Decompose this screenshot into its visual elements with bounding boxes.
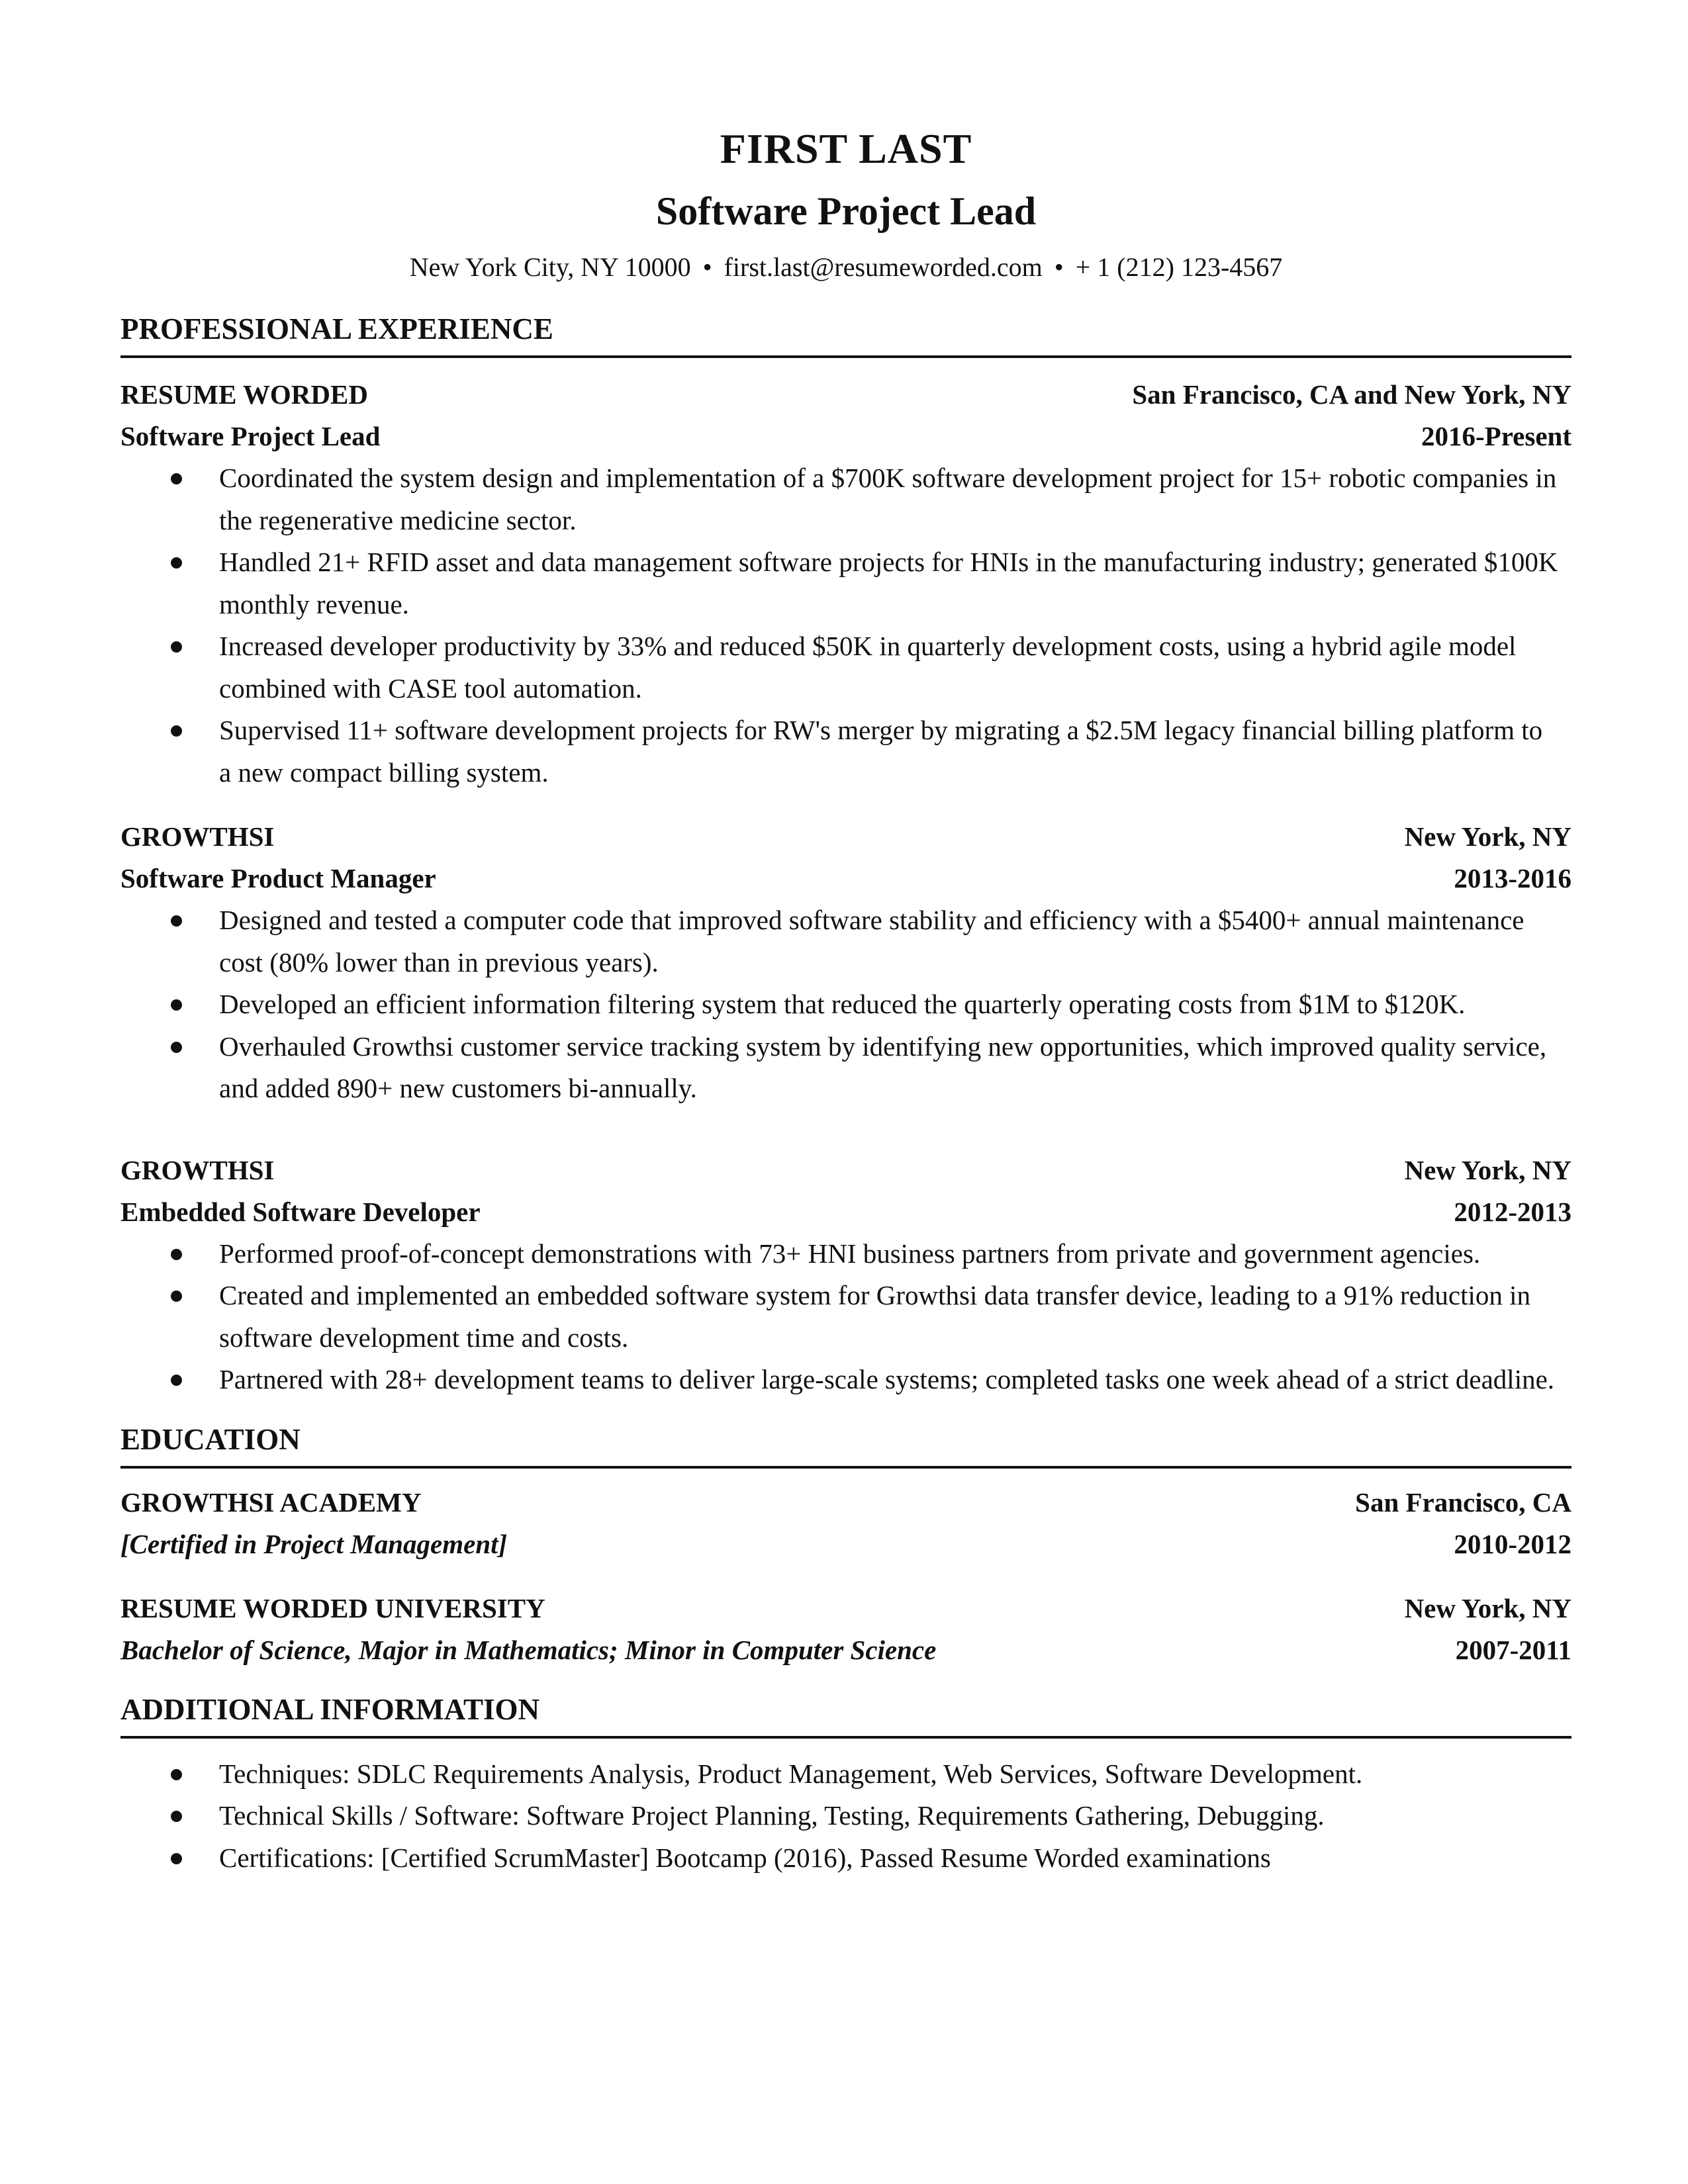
section-heading-experience: PROFESSIONAL EXPERIENCE <box>120 312 553 345</box>
bullet-icon <box>171 1853 182 1864</box>
bullet-text: Supervised 11+ software development projects for RW's merger by migrating a $2.5M legacy financial billing platform to a new compact billing system. <box>219 715 1543 788</box>
bullet-icon <box>171 1042 182 1053</box>
education-entry <box>120 1482 1571 1565</box>
section-divider <box>120 1466 1571 1469</box>
list-item <box>120 457 1571 541</box>
list-item <box>120 709 1571 794</box>
job-company: GROWTHSI <box>120 821 275 852</box>
job-company: RESUME WORDED <box>120 379 368 410</box>
job-role-row <box>120 858 1571 899</box>
education-section <box>120 1418 1571 1671</box>
job-location: New York, NY <box>1404 821 1571 852</box>
bullet-icon <box>171 1769 182 1780</box>
job-role-row <box>120 416 1571 457</box>
section-heading-education: EDUCATION <box>120 1422 301 1456</box>
additional-section <box>120 1688 1571 1880</box>
job-entry <box>120 374 1571 794</box>
resume-header <box>120 119 1571 287</box>
job-role: Software Project Lead <box>120 421 381 451</box>
bullet-text: Technical Skills / Software: Software Project Planning, Testing, Requirements Gathering, Debugging. <box>219 1800 1325 1831</box>
bullet-text: Developed an efficient information filtering system that reduced the quarterly operating costs from $1M to $120K. <box>219 989 1466 1019</box>
job-bullet-list <box>120 899 1571 1110</box>
contact-location: New York City, NY 10000 <box>409 252 691 282</box>
bullet-icon <box>171 473 182 484</box>
job-bullet-list <box>120 1233 1571 1401</box>
list-item <box>120 1795 1571 1837</box>
bullet-icon <box>171 641 182 653</box>
job-role: Embedded Software Developer <box>120 1196 481 1227</box>
bullet-text: Designed and tested a computer code that improved software stability and efficiency with a $5400+ annual maintenance cost (80% lower than in previous years). <box>219 905 1524 978</box>
job-dates: 2016-Present <box>1421 421 1571 451</box>
bullet-text: Overhauled Growthsi customer service tracking system by identifying new opportunities, which improved quality service, and added 890+ new customers bi-annually. <box>219 1030 1547 1103</box>
candidate-name: FIRST LAST <box>720 125 972 172</box>
job-company: GROWTHSI <box>120 1154 275 1185</box>
candidate-title: Software Project Lead <box>655 189 1037 233</box>
contact-email[interactable]: first.last@resumeworded.com <box>724 252 1043 282</box>
degree-name: [Certified in Project Management] <box>120 1528 508 1559</box>
job-entry <box>120 816 1571 1110</box>
bullet-icon <box>171 1811 182 1822</box>
experience-section <box>120 308 1571 1401</box>
bullet-text: Certifications: [Certified ScrumMaster] Bootcamp (2016), Passed Resume Worded examinations <box>219 1842 1271 1873</box>
bullet-text: Handled 21+ RFID asset and data management software projects for HNIs in the manufacturing industry; generated $100K monthly revenue. <box>219 547 1558 619</box>
bullet-icon <box>171 725 182 737</box>
section-divider <box>120 1736 1571 1739</box>
bullet-icon <box>171 1375 182 1386</box>
section-divider <box>120 355 1571 358</box>
bullet-icon <box>171 999 182 1011</box>
resume-page <box>120 119 1571 1879</box>
contact-line <box>120 248 1571 287</box>
bullet-text: Created and implemented an embedded software system for Growthsi data transfer device, leading to a 91% reduction in software development time and costs. <box>219 1280 1530 1353</box>
list-item <box>120 899 1571 983</box>
list-item <box>120 1233 1571 1275</box>
contact-phone: + 1 (212) 123-4567 <box>1075 252 1283 282</box>
bullet-icon <box>171 1291 182 1302</box>
list-item <box>120 541 1571 625</box>
contact-separator: • <box>702 252 712 282</box>
school-location: New York, NY <box>1404 1592 1571 1623</box>
bullet-text: Coordinated the system design and implementation of a $700K software development project for 15+ robotic companies in the regenerative medicine sector. <box>219 463 1557 535</box>
bullet-text: Techniques: SDLC Requirements Analysis, Product Management, Web Services, Software Development. <box>219 1758 1363 1789</box>
bullet-text: Partnered with 28+ development teams to deliver large-scale systems; completed tasks one week ahead of a strict deadline. <box>219 1364 1555 1394</box>
degree-row <box>120 1524 1571 1565</box>
job-location: New York, NY <box>1404 1154 1571 1185</box>
job-bullet-list <box>120 457 1571 794</box>
education-entry <box>120 1588 1571 1671</box>
bullet-icon <box>171 557 182 569</box>
degree-dates: 2010-2012 <box>1454 1528 1571 1559</box>
bullet-text: Performed proof-of-concept demonstrations with 73+ HNI business partners from private and government agencies. <box>219 1238 1481 1269</box>
list-item <box>120 1026 1571 1110</box>
bullet-text: Increased developer productivity by 33% and reduced $50K in quarterly development costs, using a hybrid agile model combined with CASE tool automation. <box>219 631 1517 704</box>
job-header-row <box>120 1150 1571 1191</box>
degree-row <box>120 1629 1571 1671</box>
job-header-row <box>120 374 1571 416</box>
job-dates: 2012-2013 <box>1454 1196 1571 1227</box>
job-dates: 2013-2016 <box>1454 863 1571 893</box>
school-name: RESUME WORDED UNIVERSITY <box>120 1592 545 1623</box>
bullet-icon <box>171 915 182 927</box>
job-role: Software Product Manager <box>120 863 436 893</box>
degree-dates: 2007-2011 <box>1455 1634 1571 1665</box>
list-item <box>120 1275 1571 1359</box>
school-row <box>120 1588 1571 1629</box>
job-entry <box>120 1150 1571 1401</box>
list-item <box>120 983 1571 1026</box>
contact-separator: • <box>1054 252 1064 282</box>
bullet-icon <box>171 1249 182 1260</box>
list-item <box>120 1753 1571 1796</box>
degree-name: Bachelor of Science, Major in Mathematics; Minor in Computer Science <box>120 1634 937 1665</box>
additional-bullet-list <box>120 1753 1571 1880</box>
list-item <box>120 625 1571 709</box>
section-heading-additional: ADDITIONAL INFORMATION <box>120 1692 539 1726</box>
school-location: San Francisco, CA <box>1355 1486 1571 1518</box>
school-row <box>120 1482 1571 1524</box>
school-name: GROWTHSI ACADEMY <box>120 1486 422 1518</box>
list-item <box>120 1837 1571 1880</box>
list-item <box>120 1359 1571 1401</box>
job-role-row <box>120 1191 1571 1233</box>
job-header-row <box>120 816 1571 858</box>
job-location: San Francisco, CA and New York, NY <box>1132 379 1571 410</box>
